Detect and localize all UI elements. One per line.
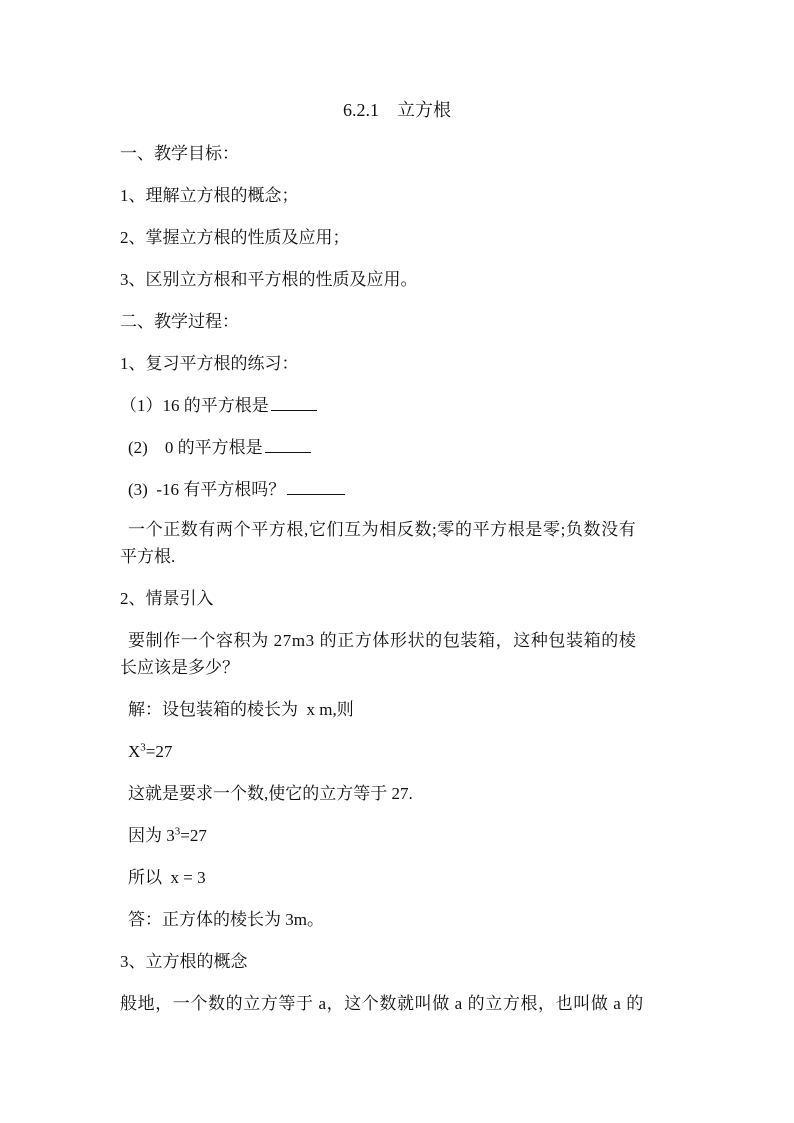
review-heading: 1、复习平方根的练习： bbox=[120, 354, 299, 373]
equation-line bbox=[128, 741, 172, 763]
answer-line: 答：正方体的棱长为 3m。 bbox=[128, 910, 324, 929]
objective-item-2: 2、掌握立方根的性质及应用； bbox=[120, 228, 350, 247]
equation-exponent: 3 bbox=[140, 741, 146, 754]
objectives-heading: 一、教学目标： bbox=[120, 144, 239, 163]
review-question-2 bbox=[128, 437, 311, 459]
because-rest: =27 bbox=[180, 826, 207, 845]
concept-text: 般地，一个数的立方等于 a，这个数就叫做 a 的立方根，也叫做 a 的 bbox=[120, 994, 644, 1013]
scenario-problem-line-2: 长应该是多少？ bbox=[120, 658, 239, 677]
review-question-3 bbox=[128, 479, 345, 501]
review-summary-line-1: 一个正数有两个平方根,它们互为相反数;零的平方根是零;负数没有 bbox=[128, 520, 637, 539]
page-title: 6.2.1 立方根 bbox=[343, 100, 451, 120]
review-question-1 bbox=[120, 395, 317, 417]
therefore-line: 所以 x = 3 bbox=[128, 868, 206, 887]
concept-heading: 3、立方根的概念 bbox=[120, 952, 248, 971]
answer-blank bbox=[271, 395, 317, 411]
solution-line: 解：设包装箱的棱长为 x m,则 bbox=[128, 700, 354, 719]
process-heading: 二、教学过程： bbox=[120, 312, 239, 331]
objective-item-3: 3、区别立方根和平方根的性质及应用。 bbox=[120, 270, 418, 289]
answer-blank bbox=[265, 437, 311, 453]
review-summary-line-2: 平方根. bbox=[120, 547, 176, 566]
objective-item-1: 1、理解立方根的概念； bbox=[120, 186, 299, 205]
scenario-problem-line-1: 要制作一个容积为 27m3 的正方体形状的包装箱，这种包装箱的棱 bbox=[128, 631, 637, 650]
because-exponent: 3 bbox=[174, 825, 181, 838]
equation-base: X bbox=[128, 742, 141, 761]
because-line bbox=[128, 825, 207, 847]
because-prefix: 因为 3 bbox=[128, 826, 175, 845]
explain-line: 这就是要求一个数,使它的立方等于 27. bbox=[128, 784, 413, 803]
review-question-3-text: (3) -16 有平方根吗？ bbox=[128, 480, 286, 499]
answer-blank bbox=[287, 479, 345, 495]
equation-rest: =27 bbox=[145, 742, 173, 761]
scenario-heading: 2、情景引入 bbox=[120, 589, 214, 608]
review-question-2-text: (2) 0 的平方根是 bbox=[128, 438, 263, 457]
review-question-1-text: （1）16 的平方根是 bbox=[120, 396, 269, 415]
